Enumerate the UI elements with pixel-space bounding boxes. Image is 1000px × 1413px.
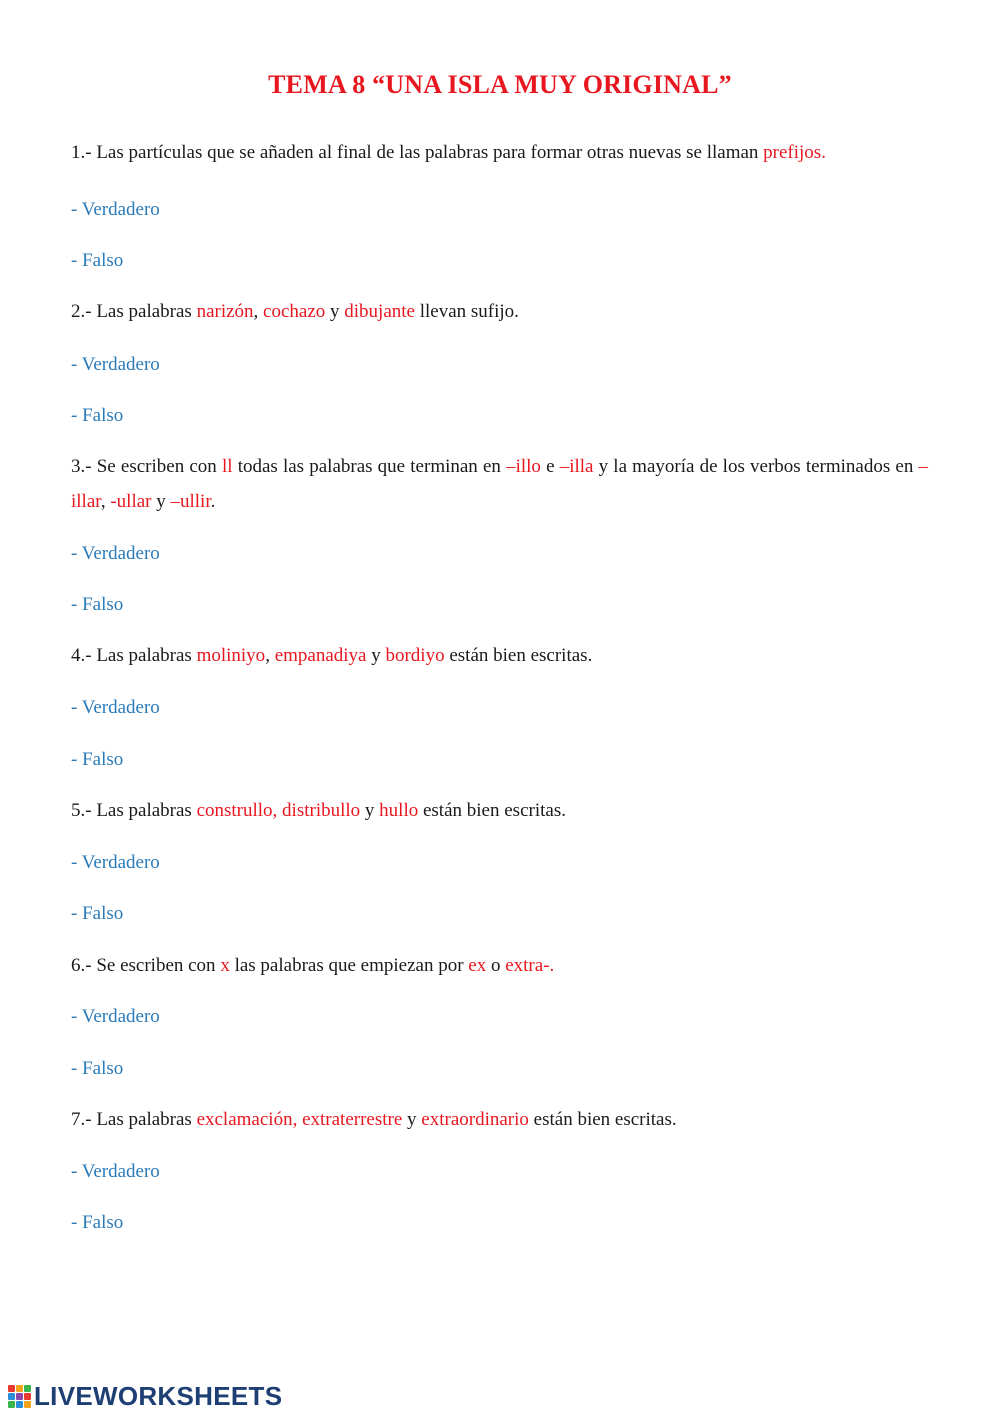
logo-grid-icon	[8, 1385, 31, 1408]
q6-option-verdadero[interactable]: - Verdadero	[71, 1006, 160, 1027]
highlighted-word: bordiyo	[385, 645, 445, 666]
question-text: llevan sufijo.	[414, 301, 519, 322]
highlighted-word: .	[821, 142, 826, 163]
question-text: 5.- Las palabras	[71, 800, 197, 821]
highlighted-word: -ullar	[110, 491, 152, 512]
question-text: ,	[265, 645, 275, 666]
q6-option-falso[interactable]: - Falso	[71, 1058, 124, 1079]
q4-option-verdadero[interactable]: - Verdadero	[71, 697, 160, 718]
question-text: 3.- Se escriben con	[71, 456, 222, 477]
q3-option-verdadero[interactable]: - Verdadero	[71, 543, 160, 564]
question-1	[71, 135, 928, 170]
highlighted-word: hullo	[379, 800, 419, 821]
highlighted-word: –ullir	[170, 491, 211, 512]
q4-option-falso[interactable]: - Falso	[71, 749, 124, 770]
question-text: y	[402, 1109, 422, 1130]
question-text: están bien escritas.	[444, 645, 593, 666]
q2-option-verdadero[interactable]: - Verdadero	[71, 354, 160, 375]
highlighted-word: dibujante	[344, 301, 415, 322]
question-text: están bien escritas.	[418, 800, 566, 821]
question-3	[71, 449, 928, 519]
question-text: y	[151, 491, 171, 512]
question-text: 1.- Las partículas que se añaden al final de las palabras para formar otras nuevas se llaman	[71, 142, 764, 163]
question-4	[71, 638, 928, 673]
highlighted-word: narizón	[196, 301, 254, 322]
q5-option-verdadero[interactable]: - Verdadero	[71, 852, 160, 873]
question-text: o	[486, 955, 506, 976]
highlighted-word: x	[220, 955, 230, 976]
question-5	[71, 793, 928, 828]
question-text: ,	[253, 301, 264, 322]
highlighted-word: ex	[468, 955, 487, 976]
question-text: 4.- Las palabras	[71, 645, 197, 666]
q2-option-falso[interactable]: - Falso	[71, 405, 124, 426]
question-7	[71, 1102, 928, 1137]
question-text: y	[360, 800, 380, 821]
question-text: están bien escritas.	[528, 1109, 677, 1130]
question-text: y la mayoría de los verbos terminados en	[593, 456, 919, 477]
highlighted-word: prefijos	[763, 142, 822, 163]
page-title: TEMA 8 “UNA ISLA MUY ORIGINAL”	[268, 70, 732, 99]
question-2	[71, 294, 928, 329]
highlighted-word: moliniyo	[196, 645, 266, 666]
logo-text: LIVEWORKSHEETS	[34, 1380, 283, 1411]
highlighted-word: extra-.	[505, 955, 555, 976]
question-text: .	[210, 491, 216, 512]
q7-option-falso[interactable]: - Falso	[71, 1212, 124, 1233]
question-text: 6.- Se escriben con	[71, 955, 221, 976]
highlighted-word: –illar	[71, 456, 928, 512]
q7-option-verdadero[interactable]: - Verdadero	[71, 1161, 160, 1182]
question-text: 2.- Las palabras	[71, 301, 197, 322]
highlighted-word: construllo, distribullo	[196, 800, 361, 821]
question-6	[71, 948, 928, 983]
highlighted-word: cochazo	[263, 301, 326, 322]
highlighted-word: exclamación, extraterrestre	[196, 1109, 403, 1130]
highlighted-word: –illa	[559, 456, 594, 477]
highlighted-word: extraordinario	[421, 1109, 529, 1130]
q1-option-verdadero[interactable]: - Verdadero	[71, 199, 160, 220]
highlighted-word: empanadiya	[274, 645, 367, 666]
question-text: 7.- Las palabras	[71, 1109, 197, 1130]
question-text: las palabras que empiezan por	[229, 955, 469, 976]
q1-option-falso[interactable]: - Falso	[71, 250, 124, 271]
highlighted-word: ll	[221, 456, 233, 477]
question-text: todas las palabras que terminan en	[232, 456, 507, 477]
question-text: y	[325, 301, 345, 322]
q5-option-falso[interactable]: - Falso	[71, 903, 124, 924]
question-text: e	[540, 456, 560, 477]
liveworksheets-logo	[8, 1381, 282, 1411]
question-text: ,	[100, 491, 111, 512]
question-text: y	[366, 645, 386, 666]
q3-option-falso[interactable]: - Falso	[71, 594, 124, 615]
highlighted-word: –illo	[506, 456, 541, 477]
